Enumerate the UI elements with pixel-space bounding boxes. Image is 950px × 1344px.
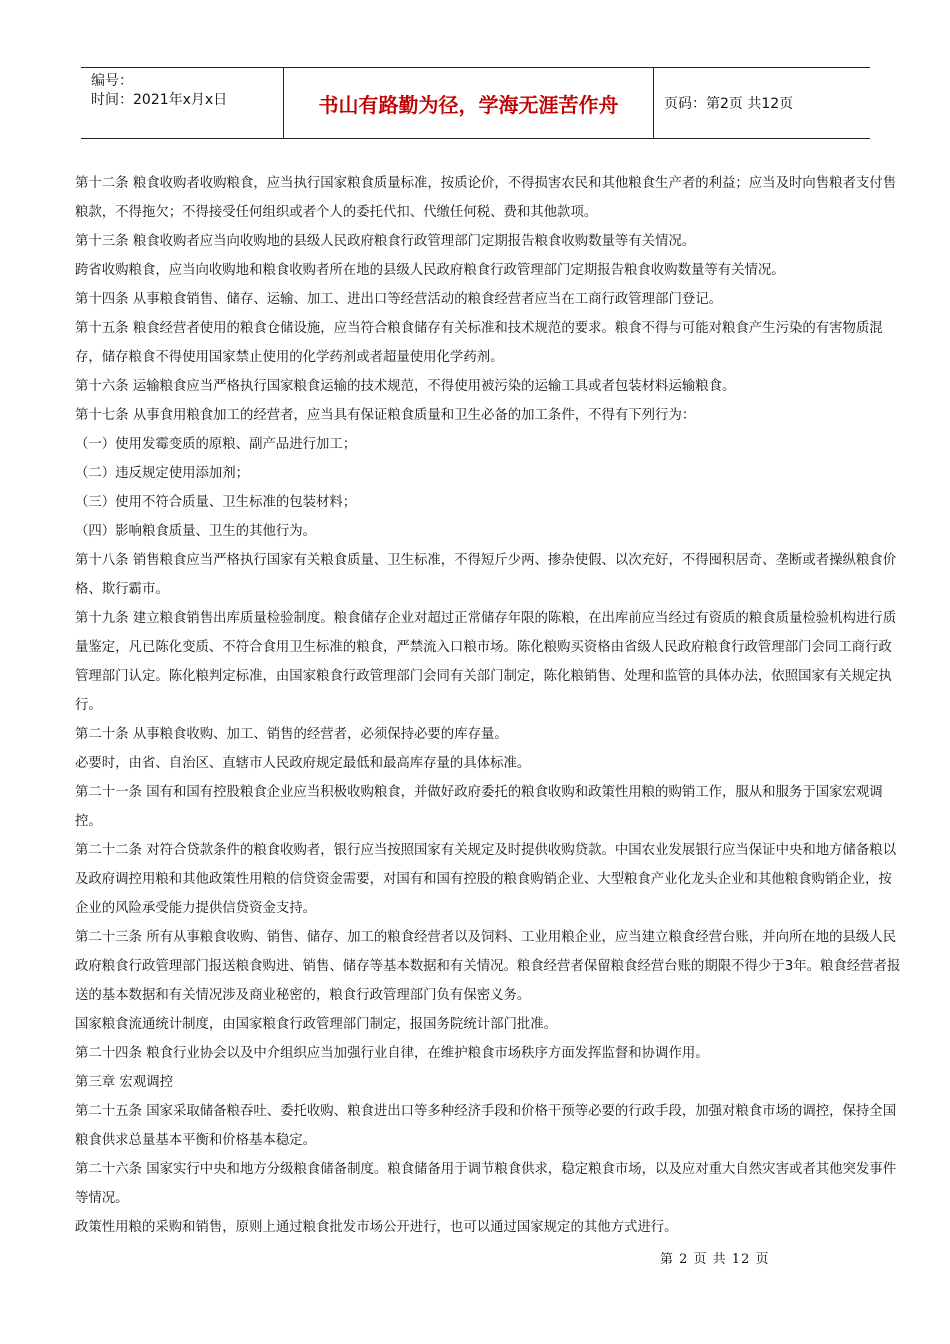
page-footer: 第 2 页 共 12 页 xyxy=(660,1252,770,1267)
paragraph: 第二十四条 粮食行业协会以及中介组织应当加强行业自律，在维护粮食市场秩序方面发挥监督和协调作用。 xyxy=(75,1046,709,1061)
paragraph: 第二十三条 所有从事粮食收购、销售、储存、加工的粮食经营者以及饲料、工业用粮企业，应当建立粮食经营台账，并向所在地的县级人民政府粮食行政管理部门报送粮食购进、销售、储存等基本数据和有关情况。粮食经营者保留粮食经营台账的期限不得少于3年。粮食经营者报送的基本数据和有关情况涉及商业秘密的，粮食行政管理部门负有保密义务。 xyxy=(75,930,901,1003)
paragraph: 第十八条 销售粮食应当严格执行国家有关粮食质量、卫生标准，不得短斤少两、掺杂使假、以次充好，不得囤积居奇、垄断或者操纵粮食价格、欺行霸市。 xyxy=(75,553,897,597)
document-body xyxy=(75,169,903,1242)
paragraph: 必要时，由省、自治区、直辖市人民政府规定最低和最高库存量的具体标准。 xyxy=(75,756,531,771)
paragraph: 第十二条 粮食收购者收购粮食，应当执行国家粮食质量标准，按质论价，不得损害农民和其他粮食生产者的利益；应当及时向售粮者支付售粮款，不得拖欠；不得接受任何组织或者个人的委托代扣、代缴任何税、费和其他款项。 xyxy=(75,176,897,220)
paragraph: 国家粮食流通统计制度，由国家粮食行政管理部门制定，报国务院统计部门批准。 xyxy=(75,1017,558,1032)
paragraph: 第二十条 从事粮食收购、加工、销售的经营者，必须保持必要的库存量。 xyxy=(75,727,508,742)
paragraph: 跨省收购粮食，应当向收购地和粮食收购者所在地的县级人民政府粮食行政管理部门定期报告粮食收购数量等有关情况。 xyxy=(75,263,785,278)
chapter-heading: 第三章 宏观调控 xyxy=(75,1075,173,1090)
paragraph: 第十五条 粮食经营者使用的粮食仓储设施，应当符合粮食储存有关标准和技术规范的要求。粮食不得与可能对粮食产生污染的有害物质混存，储存粮食不得使用国家禁止使用的化学药剂或者超量使用化学药剂。 xyxy=(75,321,883,365)
paragraph: 第十六条 运输粮食应当严格执行国家粮食运输的技术规范，不得使用被污染的运输工具或者包装材料运输粮食。 xyxy=(75,379,736,394)
paragraph: 第十三条 粮食收购者应当向收购地的县级人民政府粮食行政管理部门定期报告粮食收购数量等有关情况。 xyxy=(75,234,696,249)
paragraph: 政策性用粮的采购和销售，原则上通过粮食批发市场公开进行，也可以通过国家规定的其他方式进行。 xyxy=(75,1220,678,1235)
paragraph: 第二十二条 对符合贷款条件的粮食收购者，银行应当按照国家有关规定及时提供收购贷款。中国农业发展银行应当保证中央和地方储备粮以及政府调控用粮和其他政策性用粮的信贷资金需要，对国有和国有控股的粮食购销企业、大型粮食产业化龙头企业和其他粮食购销企业，按企业的风险承受能力提供信贷资金支持。 xyxy=(75,843,897,916)
list-item: （二）违反规定使用添加剂； xyxy=(75,466,250,481)
header-motto: 书山有路勤为径，学海无涯苦作舟 xyxy=(283,68,654,138)
list-item: （四）影响粮食质量、卫生的其他行为。 xyxy=(75,524,317,539)
paragraph: 第二十六条 国家实行中央和地方分级粮食储备制度。粮食储备用于调节粮食供求，稳定粮食市场，以及应对重大自然灾害或者其他突发事件等情况。 xyxy=(75,1162,897,1206)
header-meta xyxy=(81,68,283,138)
paragraph: 第十七条 从事食用粮食加工的经营者，应当具有保证粮食质量和卫生必备的加工条件，不得有下列行为： xyxy=(75,408,696,423)
paragraph: 第二十五条 国家采取储备粮吞吐、委托收购、粮食进出口等多种经济手段和价格干预等必要的行政手段，加强对粮食市场的调控，保持全国粮食供求总量基本平衡和价格基本稳定。 xyxy=(75,1104,897,1148)
paragraph: 第二十一条 国有和国有控股粮食企业应当积极收购粮食，并做好政府委托的粮食收购和政策性用粮的购销工作，服从和服务于国家宏观调控。 xyxy=(75,785,883,829)
page-header xyxy=(81,67,870,139)
paragraph: 第十四条 从事粮食销售、储存、运输、加工、进出口等经营活动的粮食经营者应当在工商行政管理部门登记。 xyxy=(75,292,723,307)
paragraph: 第十九条 建立粮食销售出库质量检验制度。粮食储存企业对超过正常储存年限的陈粮，在出库前应当经过有资质的粮食质量检验机构进行质量鉴定，凡已陈化变质、不符合食用卫生标准的粮食，严禁流入口粮市场。陈化粮购买资格由省级人民政府粮食行政管理部门会同工商行政管理部门认定。陈化粮判定标准，由国家粮食行政管理部门会同有关部门制定，陈化粮销售、处理和监管的具体办法，依照国家有关规定执行。 xyxy=(75,611,897,713)
date-label: 时间：2021年x月x日 xyxy=(91,92,228,108)
header-page-info: 页码：第2页 共12页 xyxy=(664,96,794,112)
serial-number-label: 编号： xyxy=(91,73,133,89)
list-item: （三）使用不符合质量、卫生标准的包装材料； xyxy=(75,495,357,510)
list-item: （一）使用发霉变质的原粮、副产品进行加工； xyxy=(75,437,357,452)
